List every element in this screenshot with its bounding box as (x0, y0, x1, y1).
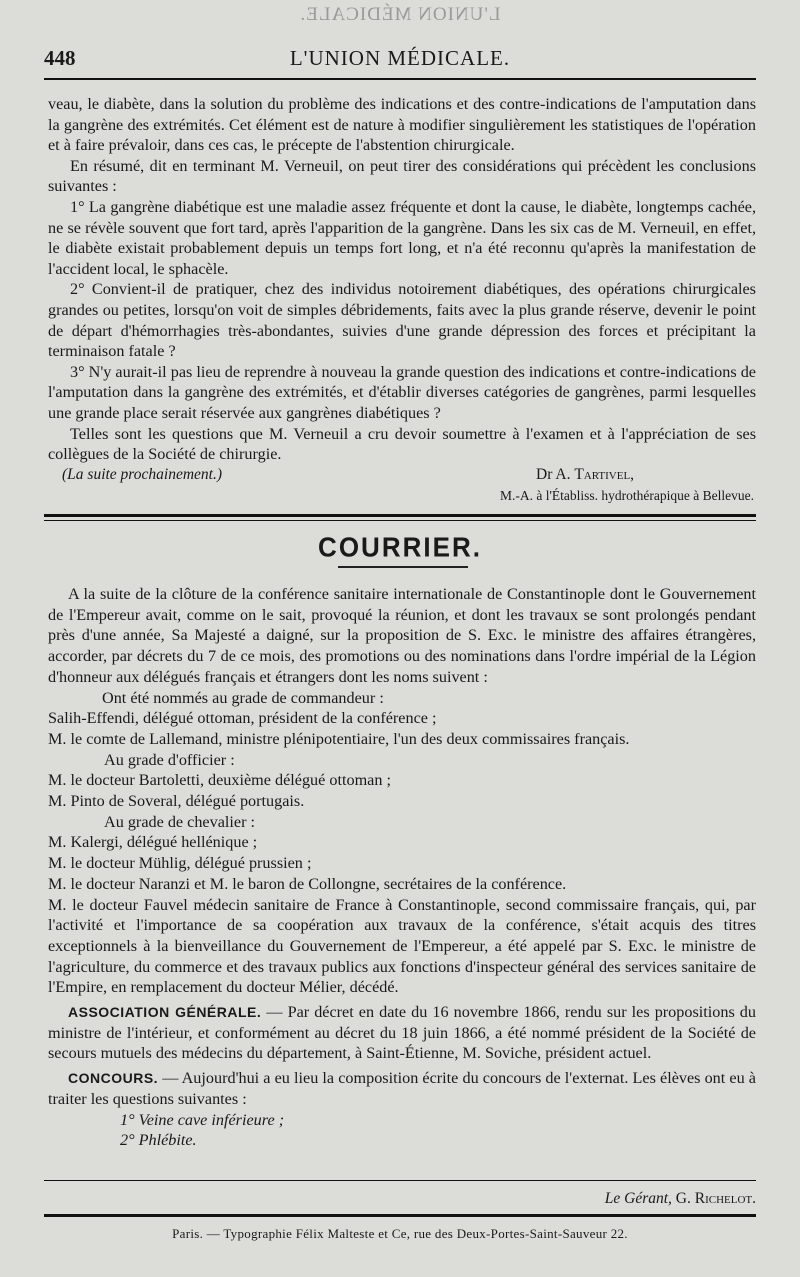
article-body (48, 94, 756, 465)
section-rule-thick (44, 514, 756, 517)
article-paragraph: 2° Convient-il de pratiquer, chez des individus notoirement diabétiques, des opérations chirurgicales grandes ou petites, lorsqu'on voit de simples débridements, faits avec la plus grande réserve, devenir le point de départ d'hémorrhagies très-abondantes, suivies d'une grande dépression des forces et précipitant la terminaison fatale ? (48, 280, 756, 361)
association-paragraph (48, 1002, 756, 1064)
officier-list (48, 770, 756, 811)
chevalier-heading: Au grade de chevalier : (104, 812, 256, 831)
article-paragraph: 1° La gangrène diabétique est une maladie assez fréquente et dont la cause, le diabète, longtemps cachée, ne se révèle souvent que fort tard, après l'apparition de la gangrène. Dans les six cas de M. Verneuil, en effet, le diabète existait probablement depuis un temps fort long, et n'a été reconnu qu'après la manifestation de l'accident local, le sphacèle. (48, 197, 756, 278)
suite-note: (La suite prochainement.) (62, 466, 222, 483)
commandeur-heading: Ont été nommés au grade de commandeur : (102, 688, 384, 707)
list-item: M. le docteur Bartoletti, deuxième délégué ottoman ; (48, 771, 391, 790)
list-item: M. le docteur Naranzi et M. le baron de Collongne, secrétaires de la conférence. (48, 874, 567, 893)
article-paragraph: 3° N'y aurait-il pas lieu de reprendre à nouveau la grande question des indications et contre-indications de l'amputation dans la gangrène des extrémités, et d'établir diverses catégories de gangrènes, parmi lesquelles une grande place serait réservée aux gangrènes diabétiques ? (48, 362, 756, 422)
list-item: Salih-Effendi, délégué ottoman, président de la conférence ; (48, 709, 437, 728)
section-title-courrier: COURRIER. (318, 530, 482, 564)
courrier-body (48, 584, 756, 1151)
list-item: M. le comte de Lallemand, ministre plénipotentiaire, l'un des deux commissaires français. (48, 729, 630, 748)
concours-questions (48, 1110, 756, 1151)
journal-title: L'UNION MÉDICALE. (289, 46, 511, 70)
list-item: 2° Phlébite. (120, 1131, 197, 1150)
header-rule (44, 78, 756, 80)
author-name: Tartivel, (574, 466, 635, 483)
list-item: M. Pinto de Soveral, délégué portugais. (48, 792, 305, 811)
chevalier-list (48, 832, 756, 894)
printer-imprint: Paris. — Typographie Félix Malteste et Ce, rue des Deux-Portes-Saint-Sauveur 22. (172, 1226, 628, 1241)
list-item: M. le docteur Mühlig, délégué prussien ; (48, 854, 312, 873)
footer-rule-top (44, 1180, 756, 1181)
title-underline (338, 566, 468, 568)
concours-text: — Aujourd'hui a eu lieu la composition écrite du concours de l'externat. Les élèves ont eu à traiter les questions suivantes : (48, 1069, 756, 1108)
bleed-through-title: L'UNION MÉDICALE. (299, 4, 501, 25)
commandeur-list (48, 708, 756, 749)
concours-paragraph (48, 1068, 756, 1109)
gerant-name: G. Richelot. (675, 1190, 756, 1207)
concours-label: CONCOURS. (68, 1070, 159, 1087)
page-number: 448 (44, 46, 76, 70)
article-paragraph: veau, le diabète, dans la solution du problème des indications et des contre-indications de l'amputation dans la gangrène des extrémités. Cet élément est de nature à modifier singulièrement les statistiques de l'opération et à faire prévaloir, dans ces cas, le précepte de l'abstention chirurgicale. (48, 95, 756, 155)
running-head (44, 46, 756, 76)
list-item: 1° Veine cave inférieure ; (120, 1110, 285, 1129)
officier-heading: Au grade d'officier : (104, 750, 235, 769)
gerant-line (48, 1190, 756, 1208)
author-line (536, 466, 634, 484)
fauvel-paragraph: M. le docteur Fauvel médecin sanitaire de France à Constantinople, second commissaire français, qui, par l'activité et l'importance de sa coopération aux travaux de la conférence, s'était acquis des titres exceptionnels à la bienveillance du Gouvernement de l'Empereur, a été appelé par S. Exc. le ministre de l'agriculture, du commerce et des travaux publics aux fonctions d'inspecteur général des services sanitaire de l'Empire, en remplacement du docteur Mélier, décédé. (48, 895, 756, 997)
article-paragraph: Telles sont les questions que M. Verneuil a cru devoir soumettre à l'examen et à l'appréciation de ses collègues de la Société de chirurgie. (48, 424, 756, 464)
author-title: M.-A. à l'Établiss. hydrothérapique à Bellevue. (500, 488, 754, 503)
author-prefix: Dr A. (536, 466, 575, 483)
section-rule-thin (44, 520, 756, 521)
courrier-intro: A la suite de la clôture de la conférence sanitaire internationale de Constantinople dont le Gouvernement de l'Empereur avait, comme on le sait, provoqué la réunion, et dont les travaux se sont prolongés pendant près d'une année, Sa Majesté a daigné, sur la proposition de S. Exc. le ministre des affaires étrangères, accorder, par décrets du 7 de ce mois, des promotions ou des nominations dans l'ordre impérial de la Légion d'honneur aux délégués français et étrangers dont les noms suivent : (48, 585, 756, 686)
association-label: ASSOCIATION GÉNÉRALE. (68, 1004, 262, 1021)
article-paragraph: En résumé, dit en terminant M. Verneuil, on peut tirer des considérations qui précèdent les conclusions suivantes : (48, 156, 756, 196)
footer-rule-thick (44, 1214, 756, 1217)
list-item: M. Kalergi, délégué hellénique ; (48, 833, 258, 852)
association-text: — Par décret en date du 16 novembre 1866, rendu sur les propositions du ministre de l'intérieur, et conformément au décret du 18 juin 1866, a été nommé président de la Société de secours mutuels des médecins du département, à Saint-Étienne, M. Soviche, président actuel. (48, 1003, 756, 1063)
gerant-prefix: Le Gérant, (604, 1190, 676, 1207)
